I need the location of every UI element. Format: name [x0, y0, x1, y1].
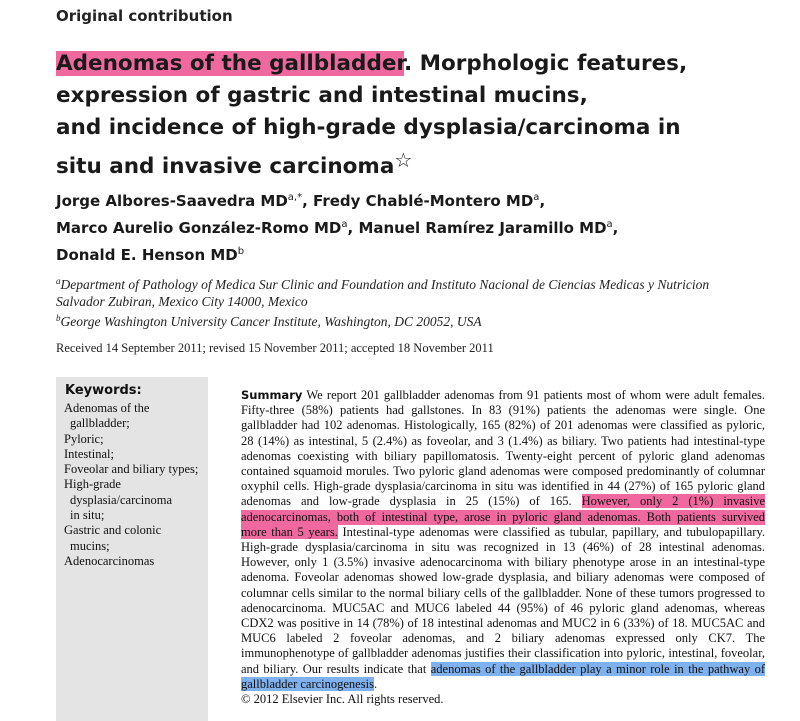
abstract-pink-highlight: adenocarcinomas, both of intestinal type, arose in pyloric gland adenomas. Both patients survived — [241, 509, 765, 524]
abstract-line — [241, 677, 765, 692]
authors-line-3 — [56, 240, 776, 267]
authors-line-2 — [56, 213, 776, 240]
abstract-blue-highlight: gallbladder carcinogenesis — [241, 676, 374, 691]
author-name[interactable]: Marco Aurelio González-Romo MD — [56, 219, 342, 237]
abstract-line: gallbladder had 102 adenomas. Histologically, 165 (82%) of 201 adenomas were classified as pyloric, — [241, 418, 765, 433]
title-line-2: expression of gastric and intestinal mucins, — [56, 83, 588, 108]
author-name[interactable]: Fredy Chablé-Montero MD — [313, 192, 534, 210]
abstract-line: contained squamoid morules. Two pyloric gland adenomas were composed predominantly of columnar — [241, 464, 765, 479]
section-label: Original contribution — [56, 7, 233, 25]
title-line-3: and incidence of high-grade dysplasia/carcinoma in — [56, 115, 681, 140]
abstract-line: CDX2 was positive in 14 (78%) of 18 intestinal adenomas and MUC2 in 6 (33%) of 18. MUC5AC and — [241, 616, 765, 631]
affiliation-a-text: Department of Pathology of Medica Sur Clinic and Foundation and Instituto Nacional de Ciencias Medicas y Nutricion — [60, 277, 710, 292]
abstract-line: immunophenotype of gallbladder adenomas justifies their classification into pyloric, intestinal, foveolar, — [241, 646, 765, 661]
keyword-line: Foveolar and biliary types; — [64, 462, 199, 477]
summary-label: Summary — [241, 388, 303, 402]
authors-line-1 — [56, 186, 776, 213]
author-name[interactable]: Manuel Ramírez Jaramillo MD — [358, 219, 607, 237]
keyword-line: dysplasia/carcinoma — [70, 492, 173, 507]
keywords-box — [56, 377, 208, 721]
author-affiliation-mark[interactable]: a — [341, 219, 348, 230]
keyword-line: Adenomas of the — [64, 401, 150, 415]
author-affiliation-mark[interactable]: a,* — [287, 192, 303, 203]
affiliations — [56, 273, 776, 330]
affiliation-a-line-2: Salvador Zubiran, Mexico City 14000, Mexico — [56, 294, 308, 309]
abstract — [241, 388, 765, 707]
copyright: © 2012 Elsevier Inc. All rights reserved. — [241, 692, 444, 707]
author-separator: , — [302, 192, 308, 210]
abstract-line: MUC6 labeled 2 foveolar adenomas, and 2 biliary adenomas expressed only CK7. The — [241, 631, 765, 646]
keyword-line: mucins; — [70, 538, 110, 553]
author-separator: , — [347, 219, 354, 237]
abstract-line: adenomas coexisting with biliary papillomatosis. Twenty-eight percent of pyloric gland adenomas — [241, 448, 765, 463]
abstract-text: . — [373, 676, 378, 691]
keyword-line: in situ; — [70, 508, 105, 523]
author-affiliation-mark[interactable]: a — [606, 219, 613, 230]
abstract-line: High-grade dysplasia/carcinoma in situ was recognized in 13 (46%) of 28 intestinal adenomas. — [241, 540, 765, 555]
keyword-line: High-grade — [64, 477, 121, 492]
keyword-line: Gastric and colonic — [64, 523, 162, 538]
author-name[interactable]: Jorge Albores-Saavedra MD — [56, 192, 288, 210]
abstract-text: We report 201 gallbladder adenomas from 91 patients most of whom were adult females. — [306, 388, 765, 402]
affiliation-a-line-1 — [56, 273, 776, 293]
title-line-1-rest: . Morphologic features, — [403, 51, 688, 76]
title-footnote-star-icon[interactable]: ☆ — [394, 148, 413, 172]
title-line-4 — [56, 144, 756, 183]
abstract-line: columnar cells similar to the normal biliary cells of the gallbladder. None of these tumors progressed to — [241, 585, 765, 600]
title-highlight: Adenomas of the gallbladder — [56, 51, 404, 76]
abstract-blue-highlight: adenomas of the gallbladder play a minor role in the pathway of — [430, 661, 766, 676]
abstract-text: and biliary. Our results indicate that — [241, 661, 427, 676]
abstract-line: 28 (14%) as intestinal, 5 (2.4%) as foveolar, and 3 (1.4%) as biliary. Two patients had intestinal-type — [241, 433, 765, 448]
abstract-line — [241, 525, 765, 540]
author-affiliation-mark[interactable]: a — [533, 192, 540, 203]
abstract-line: oxyphil cells. High-grade dysplasia/carcinoma in situ was identified in 44 (27%) of 165 pyloric gland — [241, 479, 765, 494]
abstract-line: However, only 1 (3.5%) invasive adenocarcinoma with biliary phenotype arose in an intestinal-type — [241, 555, 765, 570]
affiliation-mark-a: a — [56, 276, 61, 286]
abstract-pink-highlight: However, only 2 (1%) invasive — [581, 494, 765, 509]
abstract-line — [241, 388, 765, 403]
abstract-line: adenocarcinoma. MUC5AC and MUC6 labeled 44 (95%) of 46 pyloric gland adenomas, whereas — [241, 600, 765, 615]
keyword-line: gallbladder; — [70, 416, 130, 431]
author-name[interactable]: Donald E. Henson MD — [56, 246, 238, 264]
article-title — [56, 48, 756, 183]
abstract-text: adenomas and low-grade dysplasia in 25 (15%) of 165. — [241, 494, 572, 509]
keywords-heading: Keywords: — [65, 383, 142, 398]
keyword-line: Pyloric; — [64, 431, 104, 446]
abstract-text: Intestinal-type adenomas were classified as tubular, papillary, and tubulopapillary. — [342, 524, 766, 539]
abstract-line: Fifty-three (58%) patients had gallstones. In 83 (91%) patients the adenomas were single. One — [241, 403, 765, 418]
abstract-line: adenoma. Foveolar adenomas showed low-grade dysplasia, and biliary adenomas were composed of — [241, 570, 765, 585]
author-separator: , — [539, 192, 546, 210]
author-list — [56, 186, 776, 267]
author-separator: , — [612, 219, 619, 237]
keyword-line: Intestinal; — [64, 446, 114, 461]
received-dates: Received 14 September 2011; revised 15 November 2011; accepted 18 November 2011 — [56, 341, 494, 355]
abstract-line — [241, 662, 765, 677]
abstract-line — [241, 494, 765, 509]
abstract-pink-highlight: more than 5 years. — [241, 524, 338, 539]
affiliation-mark-b: b — [56, 313, 61, 323]
keyword-line: Adenocarcinomas — [64, 553, 155, 568]
affiliation-b-line — [56, 310, 776, 330]
title-line-1 — [56, 48, 756, 80]
keywords-list — [64, 401, 210, 569]
title-line-4-text: situ and invasive carcinoma — [56, 154, 395, 179]
author-affiliation-mark[interactable]: b — [237, 246, 245, 257]
affiliation-b-text: George Washington University Cancer Institute, Washington, DC 20052, USA — [60, 314, 482, 329]
